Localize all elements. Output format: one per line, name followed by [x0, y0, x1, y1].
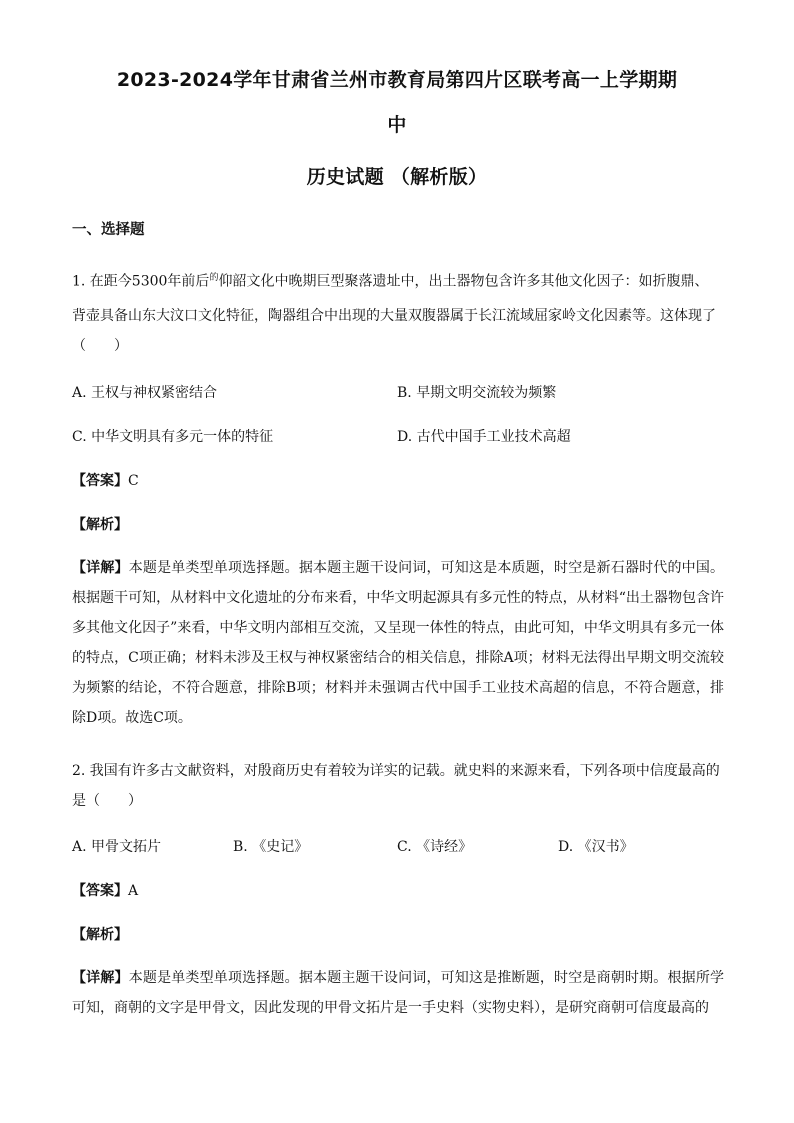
q2-answer [72, 880, 138, 900]
q2-detail-text: 本题是单类型单项选择题。据本题主题干设问词，可知这是推断题，时空是商朝时期。根据所学可知，商朝的文字是甲骨文，因此发现的甲骨文拓片是一手史料（实物史料），是研究商朝可信度最高的 [72, 970, 725, 1016]
q1-option-a: A. 王权与神权紧密结合 [72, 385, 218, 401]
q1-answer-value: C [128, 473, 139, 489]
q2-option-d: D. 《汉书》 [558, 839, 634, 855]
q1-stem-superscript: 的 [209, 273, 219, 283]
q2-analysis-label: 【解析】 [72, 927, 128, 943]
q2-option-a: A. 甲骨文拓片 [72, 839, 162, 855]
q1-stem-line1 [72, 270, 708, 291]
document-subtitle: 历史试题 （解析版） [306, 166, 488, 188]
section-heading: 一、选择题 [72, 222, 145, 238]
document-title-line1: 2023-2024学年甘肃省兰州市教育局第四片区联考高一上学期期 [116, 69, 678, 91]
q2-option-c: C. 《诗经》 [397, 839, 473, 855]
q1-stem-line3: （ ） [72, 338, 128, 354]
q1-stem-part-a: 1. 在距今5300年前后 [72, 273, 210, 290]
q1-analysis-tag [72, 514, 128, 534]
q2-answer-value: A [128, 883, 139, 899]
q1-detail [72, 553, 724, 733]
q2-stem-line1: 2. 我国有许多古文献资料，对殷商历史有着较为详实的记载。就史料的来源来看，下列各项中信度最高的 [72, 763, 720, 779]
q2-detail [72, 963, 724, 1023]
q2-option-b: B. 《史记》 [233, 839, 309, 855]
q1-stem-line2: 背壶具备山东大汶口文化特征，陶器组合中出现的大量双腹器属于长江流域屈家岭文化因素等。这体现了 [72, 308, 716, 324]
q1-option-b: B. 早期文明交流较为频繁 [397, 385, 557, 401]
q1-answer [72, 470, 139, 490]
q1-option-c: C. 中华文明具有多元一体的特征 [72, 429, 274, 445]
q1-stem-part-b: 仰韶文化中晚期巨型聚落遗址中，出土器物包含许多其他文化因子：如折腹鼎、 [218, 273, 709, 290]
q2-stem-line2: 是（ ） [72, 793, 142, 809]
q2-analysis-tag [72, 924, 128, 944]
q1-detail-tag: 【详解】 [72, 560, 129, 576]
q1-option-d: D. 古代中国手工业技术高超 [397, 429, 571, 445]
q2-answer-tag: 【答案】 [72, 883, 128, 899]
document-title-line2: 中 [387, 114, 407, 136]
q1-detail-text: 本题是单类型单项选择题。据本题主题干设问词，可知这是本质题，时空是新石器时代的中国。根据题干可知，从材料中文化遗址的分布来看，中华文明起源具有多元性的特点，从材料“出土器物包含许多其他文化因子”来看，中华文明内部相互交流，又呈现一体性的特点，由此可知，中华文明具有多元一体的特点，C项正确；材料未涉及王权与神权紧密结合的相关信息，排除A项；材料无法得出早期文明交流较为频繁的结论，不符合题意，排除B项；材料并未强调古代中国手工业技术高超的信息，不符合题意，排除D项。故选C项。 [72, 560, 725, 726]
q2-detail-tag: 【详解】 [72, 970, 129, 986]
q1-answer-tag: 【答案】 [72, 473, 128, 489]
q1-analysis-label: 【解析】 [72, 517, 128, 533]
